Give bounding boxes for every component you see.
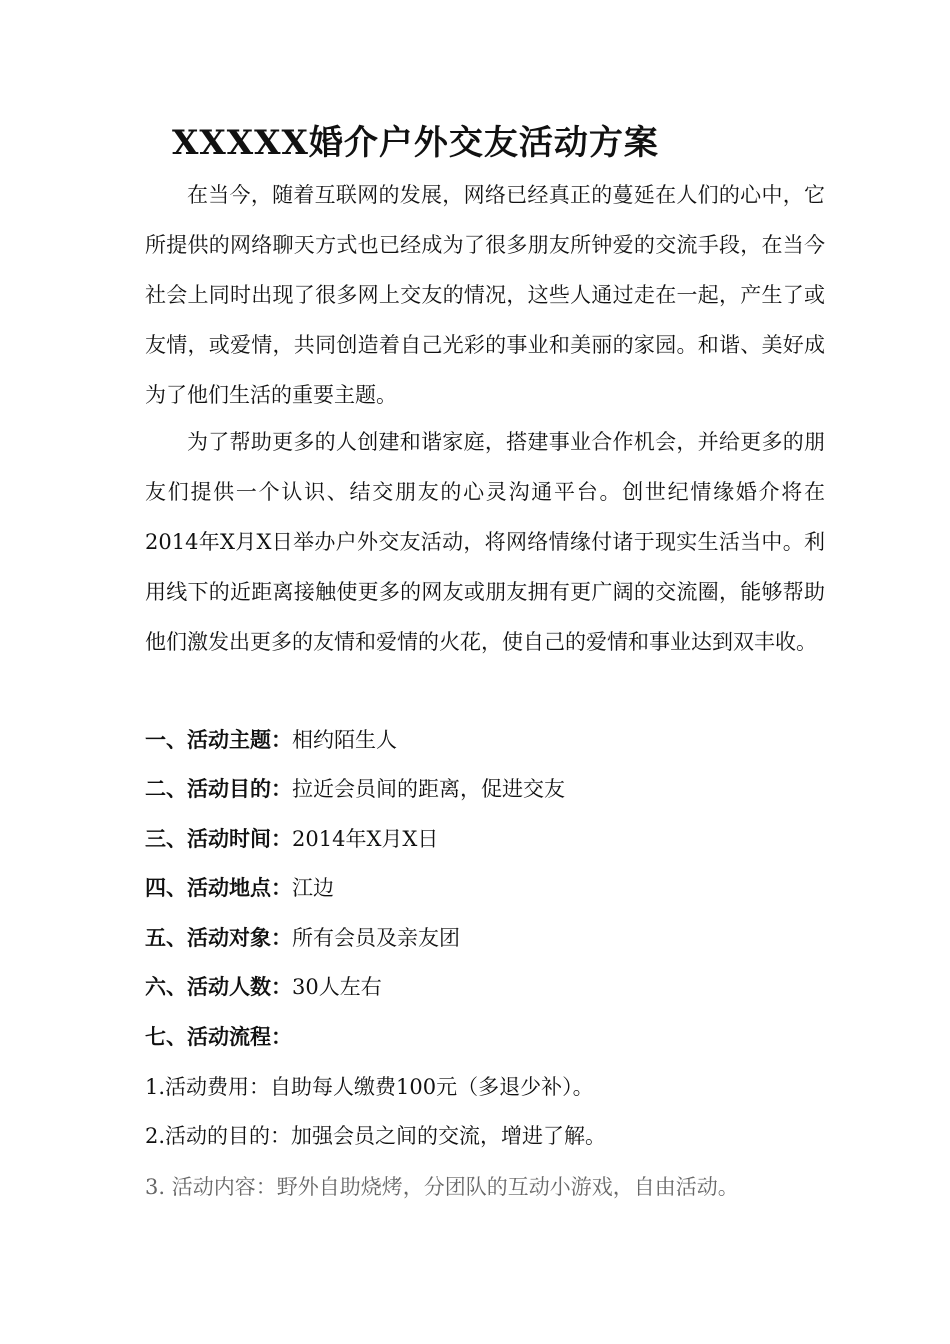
intro-paragraph-1: 在当今，随着互联网的发展，网络已经真正的蔓延在人们的心中，它所提供的网络聊天方式也已经成为了很多朋友所钟爱的交流手段，在当今社会上同时出现了很多网上交友的情况，这些人通过走在一起，产生了或友情，或爱情，共同创造着自己光彩的事业和美丽的家园。和谐、美好成为了他们生活的重要主题。 bbox=[145, 183, 825, 407]
section-theme bbox=[145, 725, 397, 755]
section-label: 六、活动人数： bbox=[145, 974, 292, 999]
section-headcount bbox=[145, 972, 382, 1002]
section-label: 三、活动时间： bbox=[145, 826, 292, 851]
section-value: 2014年X月X日 bbox=[292, 827, 439, 851]
section-process bbox=[145, 1022, 292, 1052]
flow-item-fee: 1.活动费用：自助每人缴费100元（多退少补）。 bbox=[145, 1075, 594, 1099]
section-value: 相约陌生人 bbox=[292, 728, 397, 752]
section-label: 二、活动目的： bbox=[145, 776, 292, 801]
section-purpose bbox=[145, 774, 565, 804]
document-title: XXXXX婚介户外交友活动方案 bbox=[172, 123, 659, 163]
section-value: 拉近会员间的距离，促进交友 bbox=[292, 777, 565, 801]
section-label: 五、活动对象： bbox=[145, 925, 292, 950]
section-location bbox=[145, 873, 334, 903]
section-value: 所有会员及亲友团 bbox=[292, 926, 460, 950]
flow-item-content: 3. 活动内容：野外自助烧烤，分团队的互动小游戏，自由活动。 bbox=[145, 1175, 739, 1199]
section-time bbox=[145, 824, 438, 854]
section-value: 江边 bbox=[292, 876, 334, 900]
section-label: 四、活动地点： bbox=[145, 875, 292, 900]
section-label: 七、活动流程： bbox=[145, 1024, 292, 1049]
flow-item-purpose: 2.活动的目的：加强会员之间的交流，增进了解。 bbox=[145, 1124, 607, 1148]
section-label: 一、活动主题： bbox=[145, 727, 292, 752]
section-value: 30人左右 bbox=[292, 975, 382, 999]
section-audience bbox=[145, 923, 460, 953]
intro-paragraph-2: 为了帮助更多的人创建和谐家庭，搭建事业合作机会，并给更多的朋友们提供一个认识、结交朋友的心灵沟通平台。创世纪情缘婚介将在2014年X月X日举办户外交友活动，将网络情缘付诸于现实生活当中。利用线下的近距离接触使更多的网友或朋友拥有更广阔的交流圈，能够帮助他们激发出更多的友情和爱情的火花，使自己的爱情和事业达到双丰收。 bbox=[145, 430, 825, 654]
